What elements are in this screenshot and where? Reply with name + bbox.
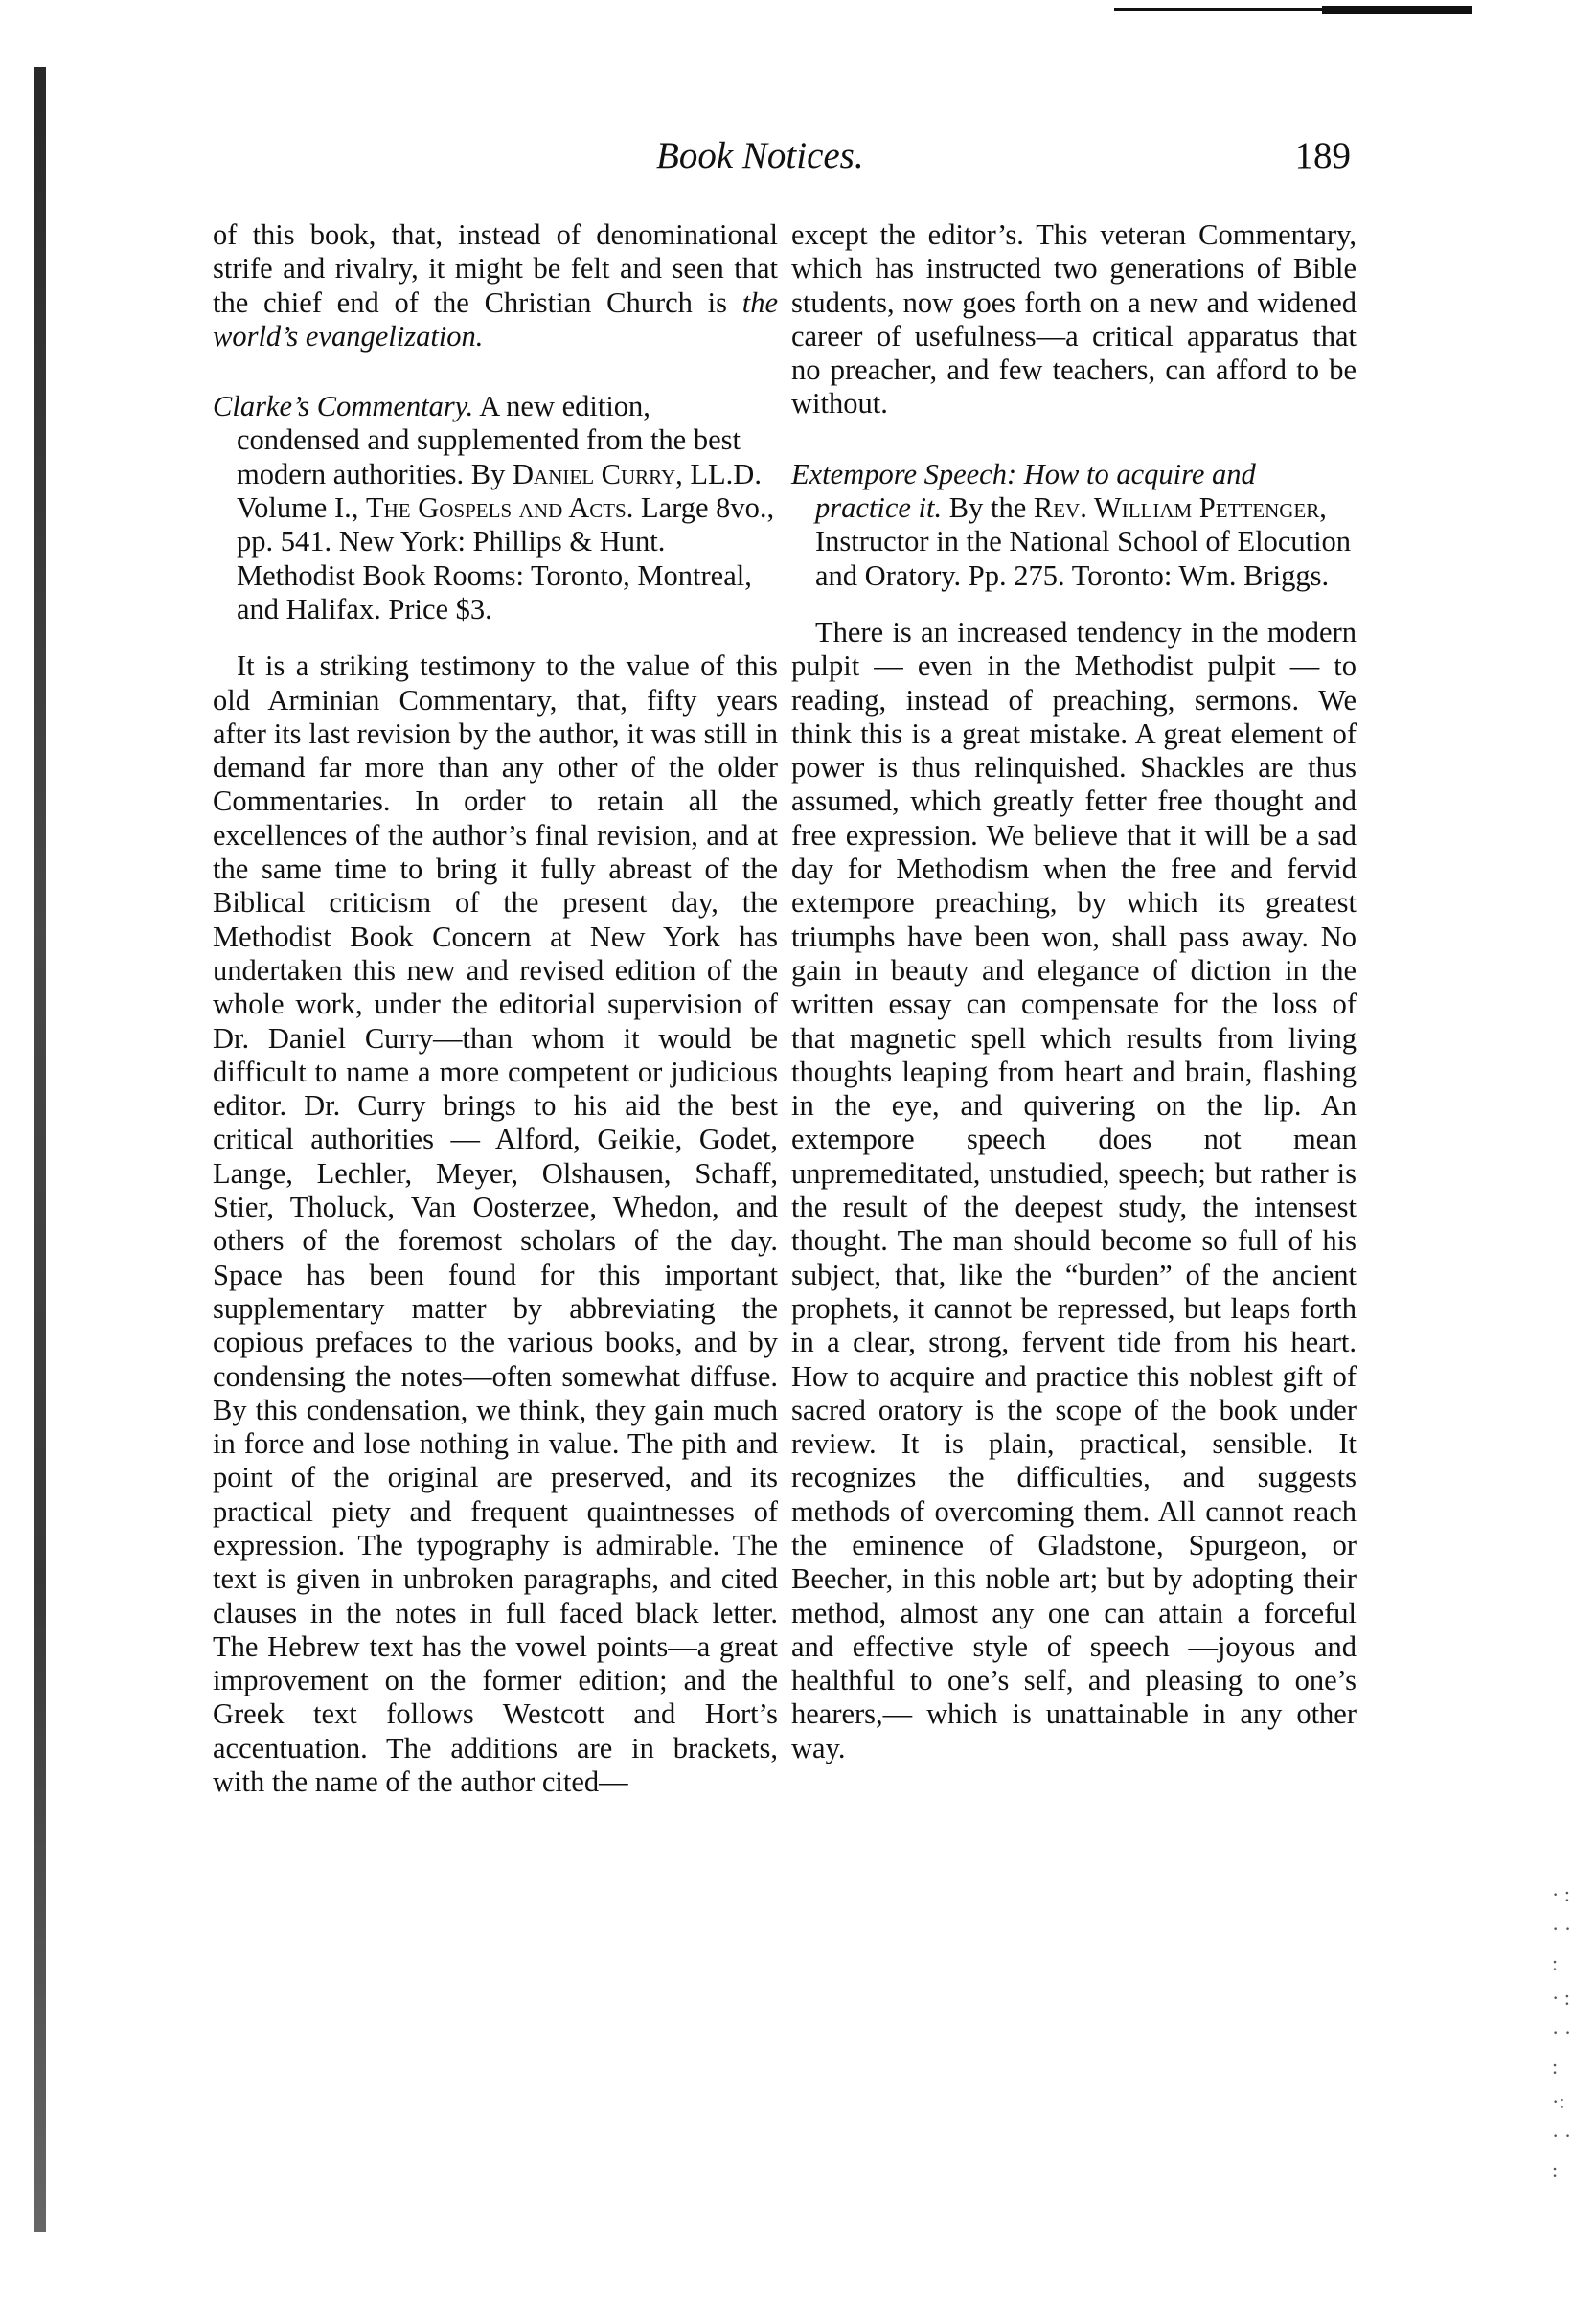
page-header	[211, 134, 1351, 192]
clarke-volume: Volume I.,	[237, 491, 366, 525]
speech-review: There is an increased tendency in the modern pulpit — even in the Methodist pulpit — to reading, instead of preaching, sermons. We think this is a great mistake. A great element of power is thus relinquished. Shackles are thus assumed, which greatly fetter free thought and free expression. We believe that it will be a sad day for Methodism when the free and fervid extempore preaching, by which its greatest triumphs have been won, shall pass away. No gain in beauty and elegance of diction in the written essay can compensate for the loss of that magnetic spell which results from living thoughts leaping from heart and brain, flashing in the eye, and quivering on the lip. An extempore speech does not mean unpremeditated, unstudied, speech; but rather is the result of the deepest study, the intensest thought. The man should become so full of his subject, that, like the “burden” of the ancient prophets, it cannot be repressed, but leaps forth in a clear, strong, fervent tide from his heart. How to acquire and practice this noblest gift of sacred oratory is the scope of the book under review. It is plain, practical, sensible. It recognizes the difficulties, and suggests methods of overcoming them. All cannot reach the eminence of Gladstone, Spurgeon, or Beecher, in this noble art; but by adopting their method, almost any one can attain a forceful and effective style of speech —joyous and healthful to one’s self, and pleasing to one’s hearers,— which is unattainable in any other way.	[791, 615, 1357, 1764]
clarke-title: Clarke’s Commentary.	[213, 390, 474, 423]
left-paragraph-continued	[213, 218, 778, 353]
clarke-author: Daniel Curry, LL.D.	[513, 457, 762, 490]
top-rule-mark	[1322, 6, 1472, 14]
book-notice-clarke	[213, 390, 778, 626]
speech-by: By the	[942, 491, 1034, 525]
left-p1-emphasis: the world’s evangelization.	[213, 285, 778, 353]
page-edge-specks: · : · · : · : · · : ·: · · :	[1552, 1882, 1572, 2182]
page-number: 189	[1294, 135, 1351, 176]
speech-author: Rev. William Pettenger,	[1033, 491, 1327, 525]
clarke-description: A new edition, condensed and supplemented from the best modern authorities. By	[237, 390, 741, 490]
right-column	[791, 218, 1357, 1765]
right-paragraph-continued: except the editor’s. This veteran Commentary, which has instructed two generations of Bible students, now goes forth on a new and widened career of usefulness—a critical apparatus that no preacher, and few teachers, can afford to be without.	[791, 218, 1357, 421]
running-title: Book Notices.	[656, 135, 864, 176]
book-notice-extempore	[791, 458, 1357, 593]
speech-publication: Instructor in the National School of Elocution and Oratory. Pp. 275. Toronto: Wm. Briggs.	[815, 525, 1352, 592]
speech-title: Extempore Speech: How to acquire and practice it.	[791, 457, 1256, 525]
clarke-review: It is a striking testimony to the value of this old Arminian Commentary, that, fifty years after its last revision by the author, it was still in demand far more than any other of the older Commentaries. In order to retain all the excellences of the author’s final revision, and at the same time to bring it fully abreast of the Biblical criticism of the present day, the Methodist Book Concern at New York has undertaken this new and revised edition of the whole work, under the editorial supervision of Dr. Daniel Curry—than whom it would be difficult to name a more competent or judicious editor. Dr. Curry brings to his aid the best critical authorities — Alford, Geikie, Godet, Lange, Lechler, Meyer, Olshausen, Schaff, Stier, Tholuck, Van Oosterzee, Whedon, and others of the foremost scholars of the day. Space has been found for this important supplementary matter by abbreviating the copious prefaces to the various books, and by condensing the notes—often somewhat diffuse. By this condensation, we think, they gain much in force and lose nothing in value. The pith and point of the original are preserved, and its practical piety and frequent quaintnesses of expression. The typography is admirable. The text is given in unbroken paragraphs, and cited clauses in the notes in full faced black letter. The Hebrew text has the vowel points—a great improvement on the former edition; and the Greek text follows Westcott and Hort’s accentuation. The additions are in brackets, with the name of the author cited—	[213, 649, 778, 1799]
binding-edge	[34, 67, 46, 2232]
clarke-publication: Large 8vo., pp. 541. New York: Phillips & Hunt. Methodist Book Rooms: Toronto, Montreal, and Halifax. Price $3.	[237, 491, 775, 626]
left-p1-text: of this book, that, instead of denominational strife and rivalry, it might be felt and seen that the chief end of the Christian Church is	[213, 218, 778, 319]
clarke-work: The Gospels and Acts.	[366, 491, 634, 525]
left-column	[213, 218, 778, 1799]
